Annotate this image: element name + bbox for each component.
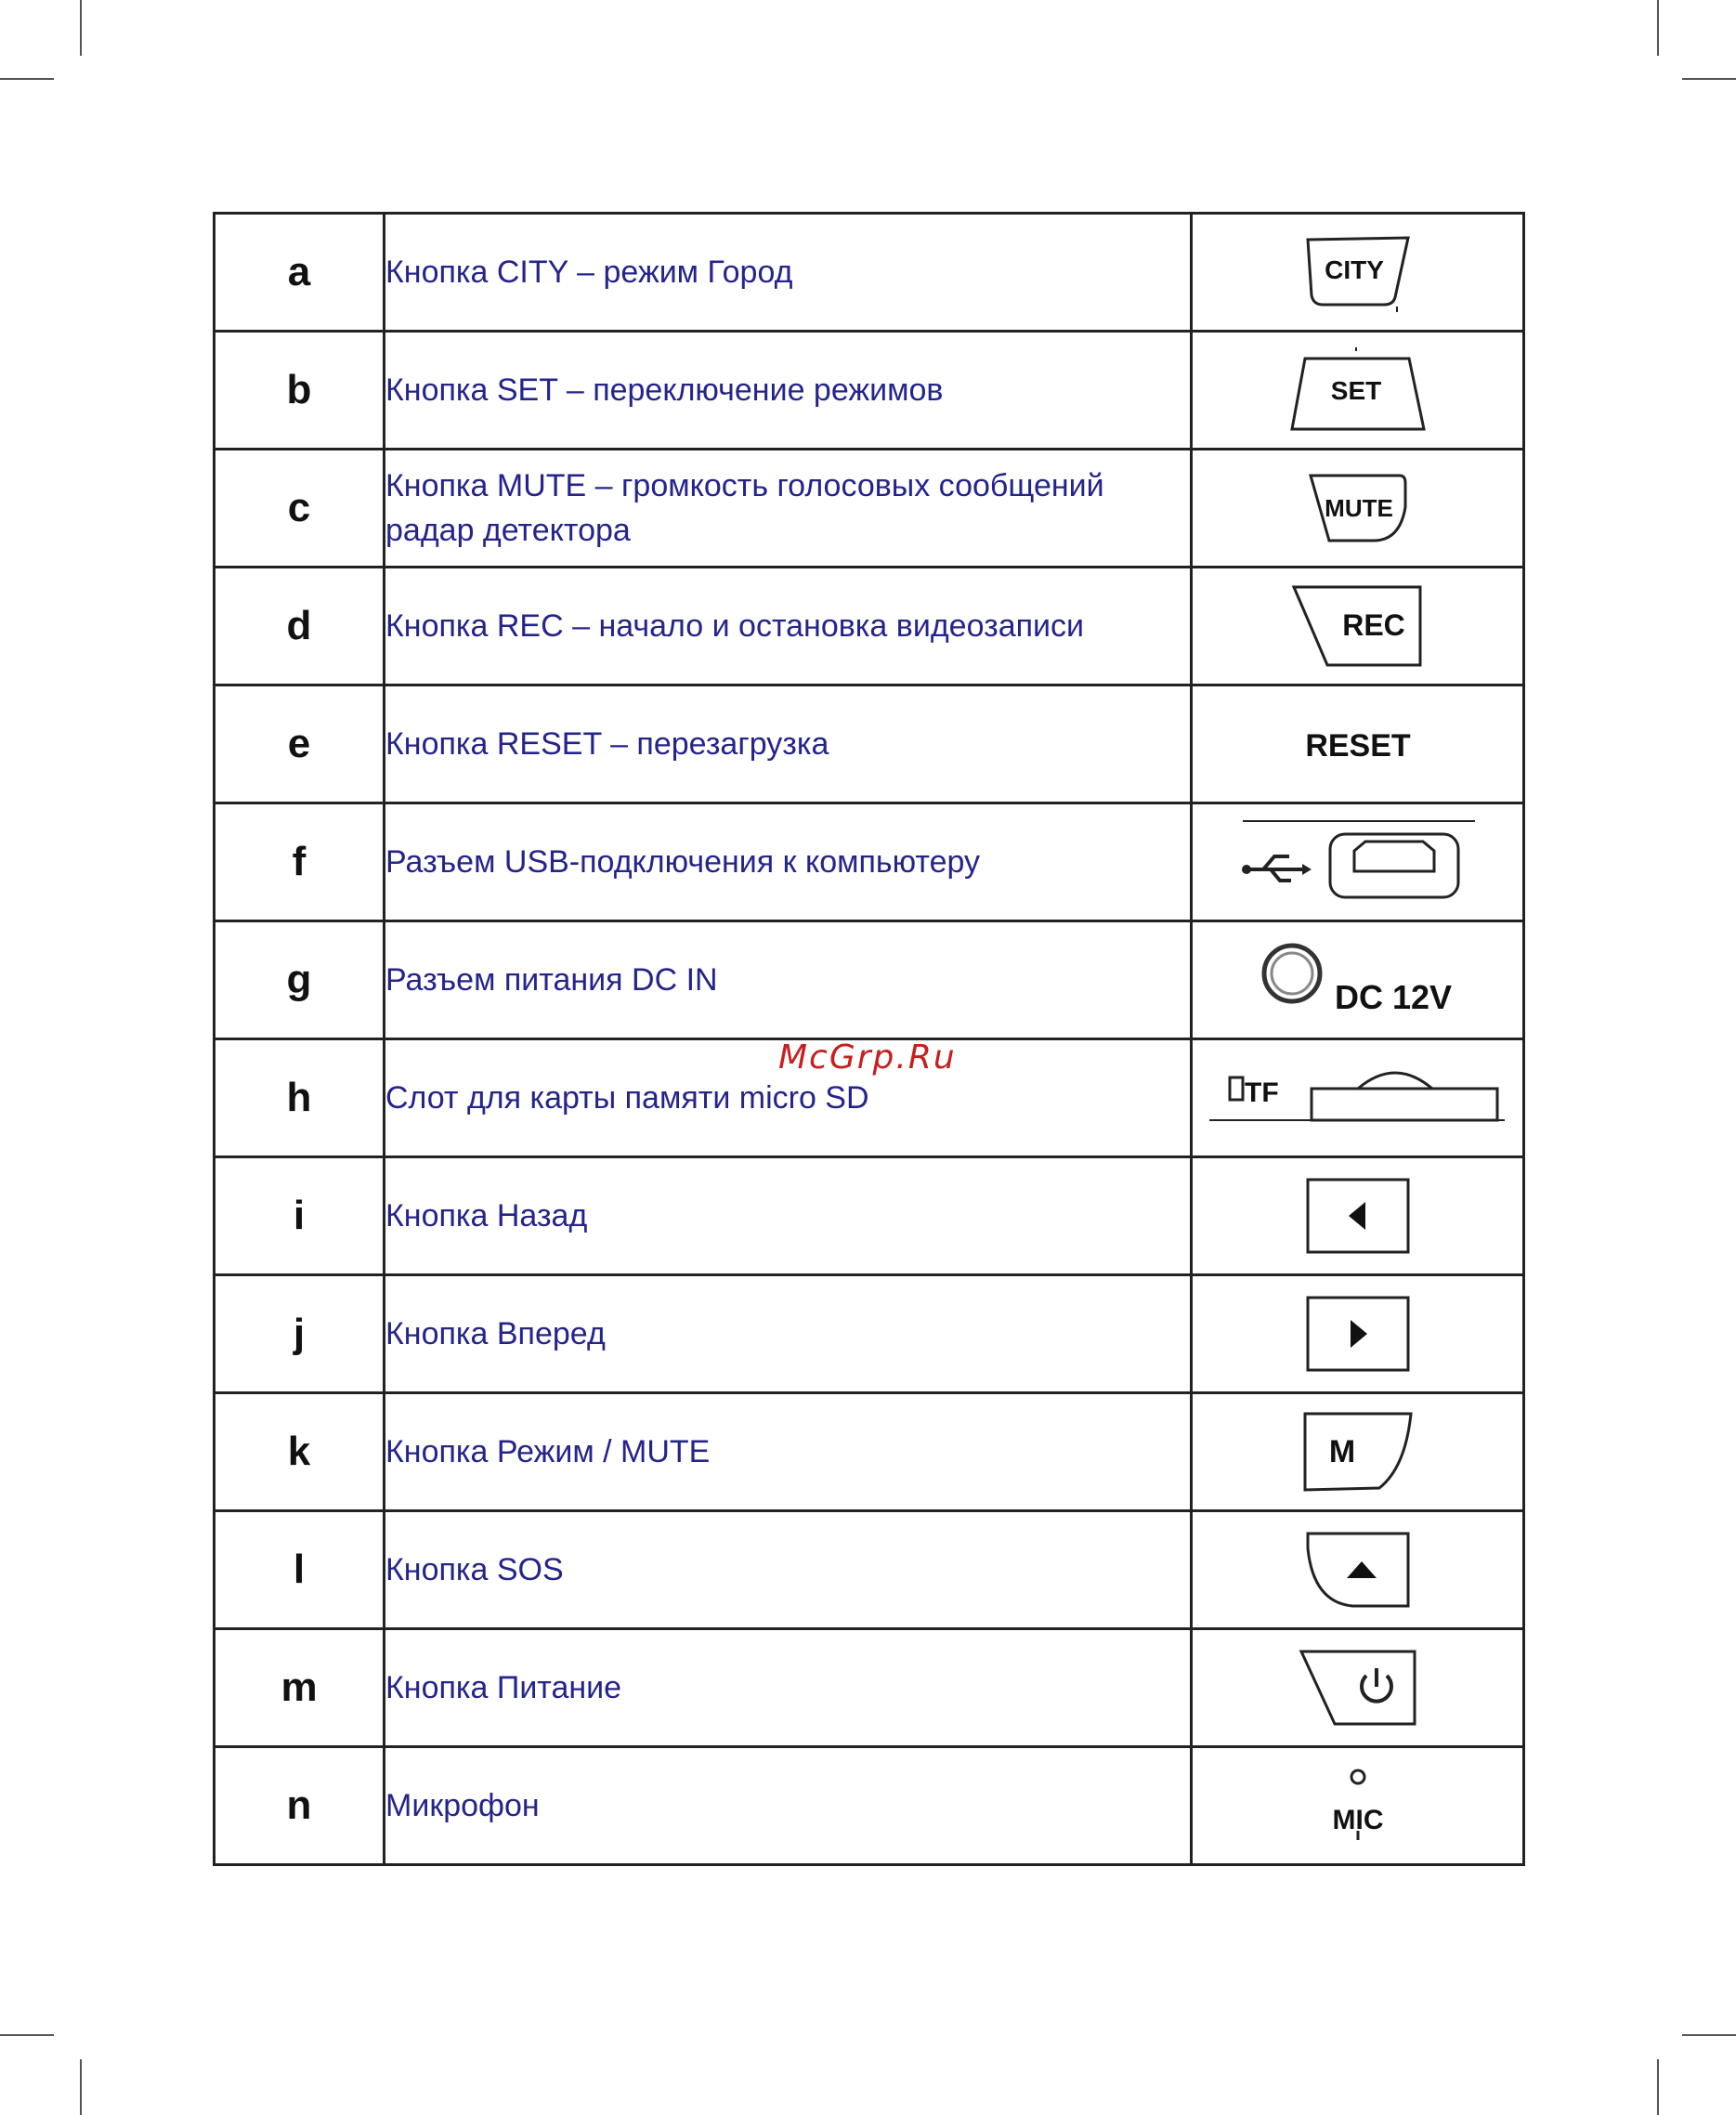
table-row: [215, 568, 1524, 685]
table-row: [215, 450, 1524, 568]
city-button-label: CITY: [1324, 255, 1384, 284]
row-description: Кнопка SOS: [385, 1511, 1192, 1629]
row-letter: e: [215, 685, 385, 803]
mute-button-label: MUTE: [1324, 494, 1393, 522]
forward-button-icon: [1304, 1294, 1412, 1374]
row-letter: j: [215, 1275, 385, 1393]
power-button-icon: [1298, 1648, 1418, 1728]
row-description: Кнопка REC – начало и остановка видеозаписи: [385, 568, 1192, 685]
table-row: [215, 1393, 1524, 1511]
row-letter: h: [215, 1039, 385, 1157]
crop-mark-bottom-left-horizontal: [0, 2034, 54, 2036]
row-description: Микрофон: [385, 1747, 1192, 1865]
usb-port-icon: [1237, 817, 1479, 907]
row-description: Кнопка Вперед: [385, 1275, 1192, 1393]
rec-button-icon: [1290, 583, 1426, 669]
row-description: Слот для карты памяти micro SD: [385, 1039, 1192, 1157]
row-description: Кнопка CITY – режим Город: [385, 214, 1192, 332]
table-row: [215, 921, 1524, 1039]
table-row: [215, 1157, 1524, 1275]
back-button-icon: [1304, 1176, 1412, 1256]
mode-button-icon: [1301, 1410, 1415, 1494]
table-row: [215, 685, 1524, 803]
row-letter: i: [215, 1157, 385, 1275]
row-description: Кнопка Питание: [385, 1629, 1192, 1747]
crop-mark-bottom-right-horizontal: [1682, 2034, 1736, 2036]
table-row: [215, 1629, 1524, 1747]
reset-button-icon: [1298, 721, 1418, 767]
watermark: McGrp.Ru: [778, 1038, 957, 1077]
row-letter: a: [215, 214, 385, 332]
mute-button-icon: [1307, 470, 1409, 546]
table-row: [215, 1275, 1524, 1393]
mode-button-label: M: [1328, 1434, 1355, 1469]
reset-button-label: RESET: [1304, 728, 1411, 764]
tf-label: TF: [1244, 1077, 1279, 1108]
row-description: Разъем питания DC IN: [385, 921, 1192, 1039]
mic-label: MIC: [1332, 1805, 1383, 1835]
row-letter: n: [215, 1747, 385, 1865]
microphone-icon: [1321, 1764, 1395, 1847]
row-letter: m: [215, 1629, 385, 1747]
crop-mark-top-left-horizontal: [0, 78, 54, 80]
table-row: [215, 214, 1524, 332]
dc-jack-label: DC 12V: [1334, 978, 1452, 1016]
row-letter: k: [215, 1393, 385, 1511]
crop-mark-top-right-vertical: [1657, 0, 1659, 56]
row-description: Кнопка MUTE – громкость голосовых сообщений радар детектора: [385, 450, 1192, 568]
rec-button-label: REC: [1341, 608, 1405, 642]
row-letter: c: [215, 450, 385, 568]
row-letter: l: [215, 1511, 385, 1629]
row-letter: g: [215, 921, 385, 1039]
city-button-icon: [1302, 232, 1414, 312]
crop-mark-top-right-horizontal: [1682, 78, 1736, 80]
microsd-slot-icon: [1209, 1061, 1507, 1135]
row-letter: d: [215, 568, 385, 685]
crop-mark-bottom-right-vertical: [1657, 2059, 1659, 2115]
sos-button-icon: [1304, 1530, 1412, 1610]
row-description: Разъем USB-подключения к компьютеру: [385, 803, 1192, 921]
table-row: [215, 332, 1524, 450]
row-description: Кнопка SET – переключение режимов: [385, 332, 1192, 450]
crop-mark-bottom-left-vertical: [80, 2059, 82, 2115]
row-description: Кнопка RESET – перезагрузка: [385, 685, 1192, 803]
row-description: Кнопка Назад: [385, 1157, 1192, 1275]
dc-power-jack-icon: [1260, 938, 1455, 1022]
set-button-label: SET: [1330, 376, 1381, 405]
crop-mark-top-left-vertical: [80, 0, 82, 56]
table-row: [215, 1747, 1524, 1865]
row-letter: f: [215, 803, 385, 921]
row-letter: b: [215, 332, 385, 450]
set-button-icon: [1288, 346, 1428, 435]
table-row: [215, 1511, 1524, 1629]
row-description: Кнопка Режим / MUTE: [385, 1393, 1192, 1511]
table-row: [215, 803, 1524, 921]
